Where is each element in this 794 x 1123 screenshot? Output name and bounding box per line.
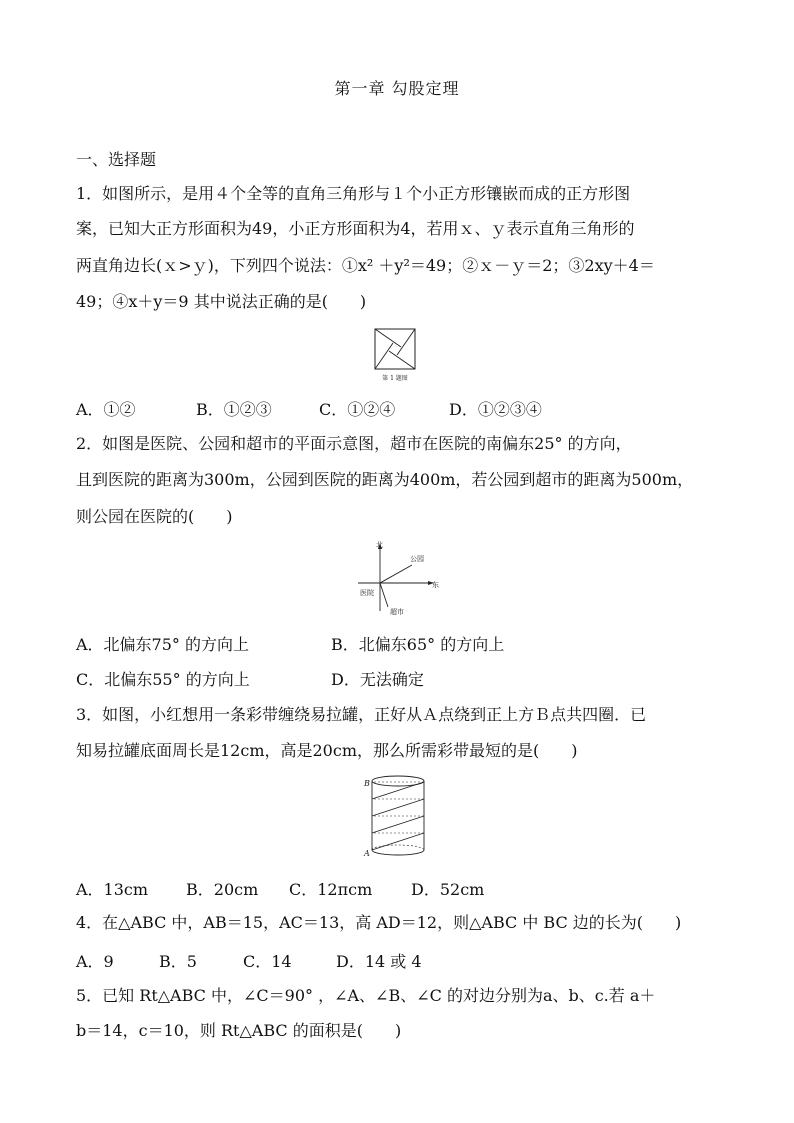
q3-figure [362, 772, 434, 866]
q1-option-a[interactable]: A．①② [76, 400, 136, 419]
q1-option-d[interactable]: D．①②③④ [449, 400, 542, 419]
q3-options [76, 877, 726, 897]
q3-option-d[interactable]: D．52cm [411, 880, 485, 899]
q4-option-c[interactable]: C．14 [243, 952, 292, 971]
q1-option-b[interactable]: B．①②③ [196, 400, 272, 419]
q2-option-c[interactable]: C．北偏东55° 的方向上 [76, 670, 250, 689]
q1-option-c[interactable]: C．①②④ [319, 400, 396, 419]
q2-option-a[interactable]: A．北偏东75° 的方向上 [76, 635, 250, 654]
q3-option-b[interactable]: B．20cm [186, 880, 259, 899]
can-figure [362, 772, 434, 862]
north-label: 北 [376, 541, 383, 549]
point-a-label: A [364, 849, 370, 858]
q1-line-3: 两直角边长(ｘ>ｙ)，下列四个说法：①x² ＋y²＝49；②ｘ－ｙ＝2；③2xy＋4＝ [76, 256, 655, 275]
outer-square [375, 329, 415, 369]
q2-figure [354, 539, 442, 621]
q1-figure [371, 327, 419, 387]
q4-option-b[interactable]: B．5 [159, 952, 197, 971]
q2-options-row-1 [76, 632, 726, 652]
q4-options [76, 949, 726, 969]
square-tiling-figure [371, 327, 419, 383]
q1-line-2: 案，已知大正方形面积为49，小正方形面积为4，若用ｘ、ｙ表示直角三角形的 [76, 219, 635, 238]
q1-line-1: 1．如图所示，是用４个全等的直角三角形与１个小正方形镶嵌而成的正方形图 [76, 184, 631, 203]
q2-options-row-2 [76, 667, 726, 687]
q4-option-a[interactable]: A．9 [76, 952, 114, 971]
q3-option-c[interactable]: C．12πcm [289, 880, 373, 899]
q1-line-4: 49；④x＋y＝9 其中说法正确的是( ) [76, 292, 367, 311]
q1-options [76, 397, 726, 417]
east-label: 东 [432, 581, 439, 589]
q4-line-1: 4．在△ABC 中，AB＝15，AC＝13，高 AD＝12，则△ABC 中 BC 边的长为( ) [76, 913, 682, 932]
point-b-label: B [364, 779, 370, 788]
q3-line-1: 3．如图，小红想用一条彩带缠绕易拉罐，正好从Ａ点绕到正上方Ｂ点共四圈．已 [76, 705, 647, 724]
q2-option-d[interactable]: D．无法确定 [331, 670, 424, 689]
q4-option-d[interactable]: D．14 或 4 [336, 952, 422, 971]
supermarket-label: 超市 [390, 608, 404, 616]
q5-line-1: 5．已知 Rt△ABC 中，∠C＝90° ，∠A、∠B、∠C 的对边分别为a、b、c.若 a＋ [76, 986, 656, 1005]
q5-line-2: b＝14，c＝10，则 Rt△ABC 的面积是( ) [76, 1021, 402, 1040]
q3-line-2: 知易拉罐底面周长是12cm，高是20cm，那么所需彩带最短的是( ) [76, 741, 578, 760]
q2-line-2: 且到医院的距离为300m，公园到医院的距离为400m，若公园到超市的距离为500m， [76, 470, 694, 489]
q2-option-b[interactable]: B．北偏东65° 的方向上 [331, 635, 505, 654]
q2-line-1: 2．如图是医院、公园和超市的平面示意图，超市在医院的南偏东25° 的方向， [76, 434, 632, 453]
page-title: 第一章 勾股定理 [334, 79, 460, 98]
q1-figure-caption: 第 1 题图 [382, 375, 408, 382]
hospital-label: 医院 [360, 589, 374, 597]
q2-line-3: 则公园在医院的( ) [76, 507, 233, 526]
section-heading: 一、选择题 [76, 150, 157, 169]
direction-map-figure [354, 539, 442, 617]
park-label: 公园 [410, 555, 424, 563]
q3-option-a[interactable]: A．13cm [76, 880, 149, 899]
